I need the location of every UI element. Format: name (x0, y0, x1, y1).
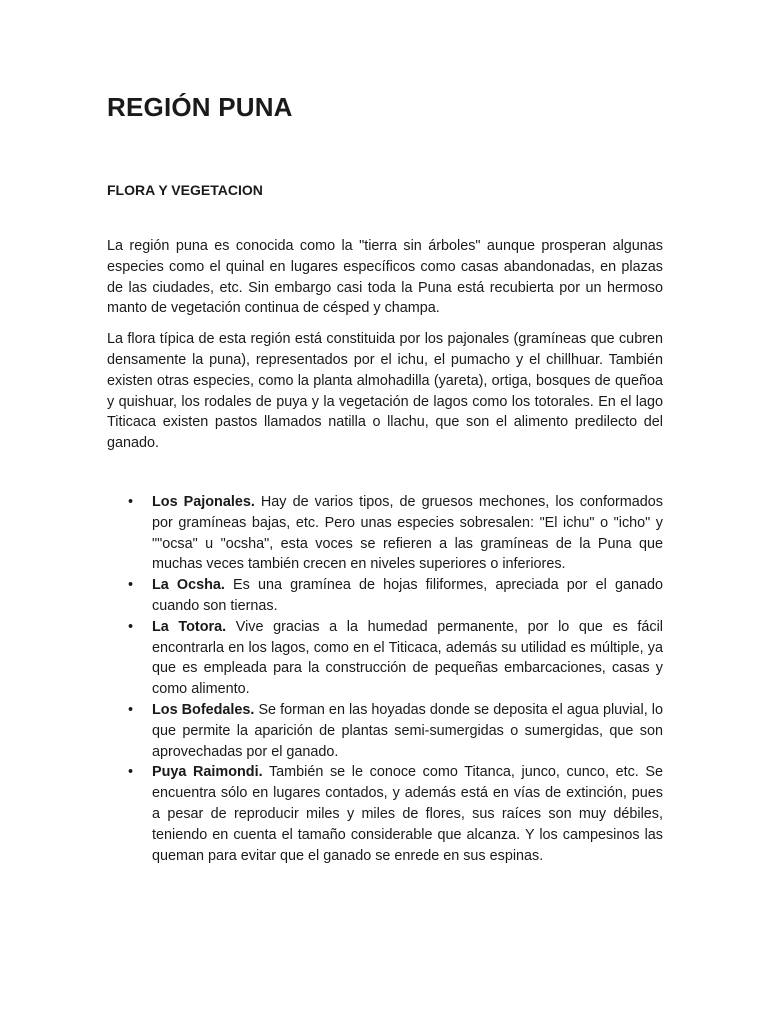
bullet-icon: • (128, 577, 134, 594)
section-heading: FLORA Y VEGETACION (107, 182, 263, 198)
list-item-puya-raimondi (107, 762, 663, 866)
bullet-icon: • (128, 701, 134, 718)
bullet-icon: • (128, 764, 134, 781)
item-text: También se le conoce como Titanca, junco, cunco, etc. Se encuentra sólo en lugares contados, y además está en vías de extinción, pues a pesar de reproducir miles y miles de flores, sus raíces son muy débiles, teniendo en cuenta el tamaño considerable que alcanza. Y los campesinos las queman para evitar que el ganado se enrede en sus espinas. (152, 764, 663, 864)
item-term: Los Pajonales. (152, 493, 255, 510)
flora-paragraph: La flora típica de esta región está constituida por los pajonales (gramíneas que cubren densamente la puna), representados por el ichu, el pumacho y el chillhuar. También existen otras especies, como la planta almohadilla (yareta), ortiga, bosques de queñoa y quishuar, los rodales de puya y la vegetación de lagos como los totorales. En el lago Titicaca existen pastos llamados natilla o llachu, que son el alimento predilecto del ganado. (107, 331, 663, 452)
item-text: Es una gramínea de hojas filiformes, apreciada por el ganado cuando son tiernas. (152, 577, 663, 614)
item-term: La Totora. (152, 618, 227, 635)
bullet-icon: • (128, 493, 134, 510)
document-body (107, 236, 663, 866)
document-title: REGIÓN PUNA (107, 92, 293, 122)
list-item-bofedales (107, 700, 663, 762)
item-text: Vive gracias a la humedad permanente, por lo que es fácil encontrarla en los lagos, como en el Titicaca, además su utilidad es múltiple, ya que es empleada para la construcción de pequeñas embarcaciones, casas y como alimento. (152, 618, 663, 698)
bullet-icon: • (128, 618, 134, 635)
item-text: Hay de varios tipos, de gruesos mechones, los conformados por gramíneas bajas, etc. Pero unas especies sobresalen: "El ichu" o "icho" y ""ocsa" u "ocsha", esta voces se refieren a las gramíneas de la Puna que muchas veces también crecen en niveles superiores o inferiores. (152, 493, 663, 573)
intro-paragraph: La región puna es conocida como la "tierra sin árboles" aunque prosperan algunas especies como el quinal en lugares específicos como casas abandonadas, en plazas de las ciudades, etc. Sin embargo casi toda la Puna está recubierta por un hermoso manto de vegetación continua de césped y champa. (107, 238, 663, 317)
item-term: Los Bofedales. (152, 701, 255, 718)
list-item-pajonales (107, 492, 663, 575)
list-item-ocsha (107, 575, 663, 617)
item-text: Se forman en las hoyadas donde se deposita el agua pluvial, lo que permite la aparición de plantas semi-sumergidas o sumergidas, que son aprovechadas por el ganado. (152, 701, 663, 760)
list-item-totora (107, 617, 663, 700)
vegetation-list (107, 492, 663, 866)
item-term: La Ocsha. (152, 577, 225, 594)
item-term: Puya Raimondi. (152, 764, 263, 781)
